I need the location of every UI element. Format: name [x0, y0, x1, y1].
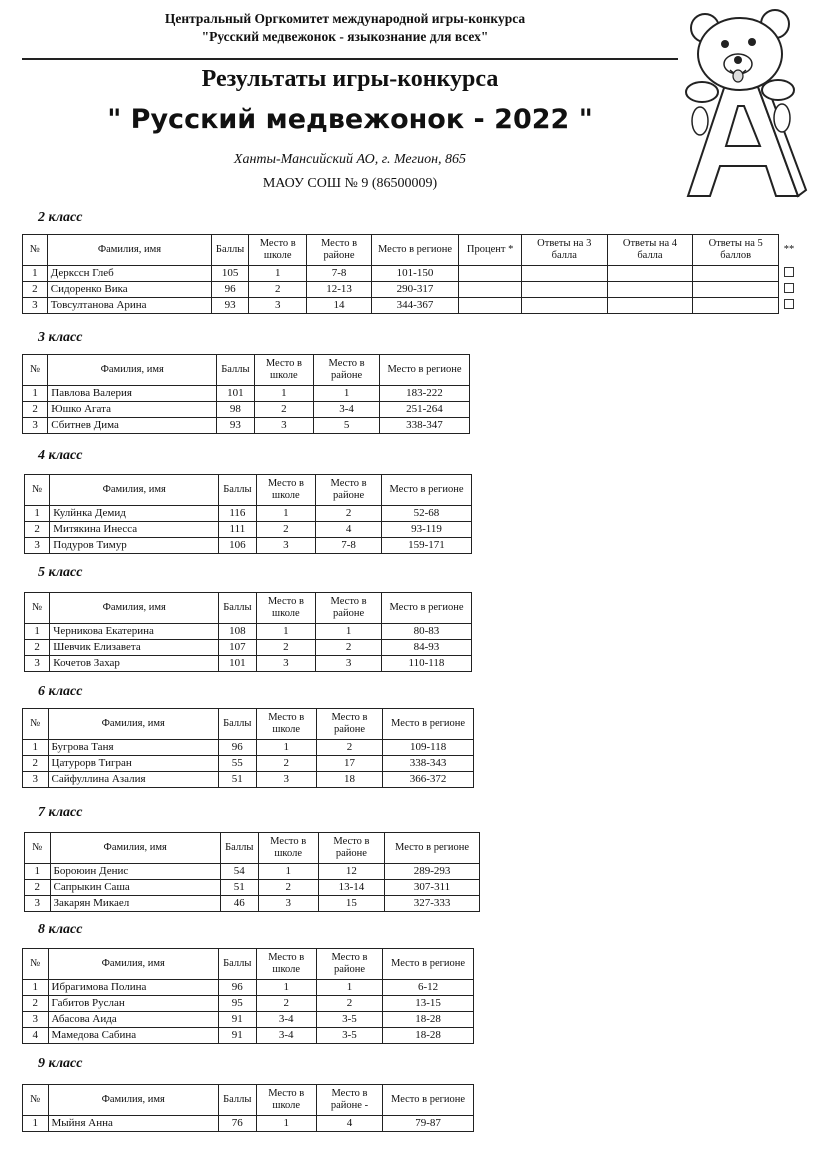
cell-school-place: 1	[254, 386, 314, 402]
cell-name: Кочетов Захар	[50, 656, 219, 672]
cell-region-place: 13-15	[383, 996, 474, 1012]
grade-label: 6 класс	[38, 684, 83, 699]
page-title: Результаты игры-конкурса	[201, 66, 499, 92]
cell-region-place: 338-347	[379, 418, 469, 434]
col-score: Баллы	[218, 709, 256, 740]
cell-school-place: 2	[258, 880, 318, 896]
cell-score: 93	[212, 298, 249, 314]
table-row	[25, 538, 472, 554]
cell-district-place: 14	[307, 298, 371, 314]
cell-name: Цатурорв Тигран	[48, 756, 218, 772]
cell-region-place: 18-28	[383, 1012, 474, 1028]
grade-label: 4 класс	[38, 448, 83, 463]
cell-score: 51	[220, 880, 258, 896]
col-school-place: Место в школе	[256, 949, 316, 980]
cell-score: 91	[218, 1028, 256, 1044]
cell-answers-5	[693, 298, 779, 314]
cell-school-place: 1	[258, 864, 318, 880]
cell-school-place: 2	[256, 522, 316, 538]
cell-name: Подуров Тимур	[50, 538, 219, 554]
organizer-heading	[0, 10, 690, 46]
grade-label: 7 класс	[38, 805, 83, 820]
cell-answers-3	[521, 266, 607, 282]
col-percent: Процент *	[459, 235, 522, 266]
results-table-grade-5	[24, 592, 472, 672]
cell-district-place: 1	[316, 624, 382, 640]
cell-district-place: 7-8	[307, 266, 371, 282]
col-region-place: Место в регионе	[371, 235, 459, 266]
cell-answers-3	[521, 282, 607, 298]
col-school-place: Место в школе	[256, 593, 316, 624]
results-table-grade-6	[22, 708, 474, 788]
table-row	[23, 298, 800, 314]
cell-region-place: 93-119	[381, 522, 471, 538]
col-score: Баллы	[218, 949, 256, 980]
table-row	[23, 772, 474, 788]
cell-score: 101	[217, 386, 254, 402]
col-district-place: Место в районе	[316, 593, 382, 624]
col-district-place: Место в районе	[318, 833, 384, 864]
cell-score: 101	[219, 656, 256, 672]
col-score: Баллы	[219, 475, 256, 506]
cell-score: 106	[219, 538, 256, 554]
col-school-place: Место в школе	[258, 833, 318, 864]
grade-label: 2 класс	[38, 210, 83, 225]
col-num: №	[23, 355, 48, 386]
cell-district-place: 3-5	[316, 1012, 382, 1028]
cell-region-place: 52-68	[381, 506, 471, 522]
cell-name: Бугрова Таня	[48, 740, 218, 756]
cell-name: Сидоренко Вика	[47, 282, 211, 298]
col-region-place: Место в регионе	[383, 709, 474, 740]
cell-name: Павлова Валерия	[48, 386, 217, 402]
col-name: Фамилия, имя	[48, 949, 218, 980]
cell-region-place: 109-118	[383, 740, 474, 756]
col-district-place: Место в районе	[316, 949, 382, 980]
cell-score: 95	[218, 996, 256, 1012]
cell-num: 3	[25, 538, 50, 554]
cell-name: Закарян Микаел	[50, 896, 220, 912]
col-district-place: Место в районе	[307, 235, 371, 266]
table-row	[23, 1012, 474, 1028]
cell-region-place: 79-87	[383, 1116, 474, 1132]
cell-region-place: 80-83	[381, 624, 471, 640]
col-name: Фамилия, имя	[50, 475, 219, 506]
cell-district-place: 2	[316, 640, 382, 656]
col-region-place: Место в регионе	[381, 593, 471, 624]
header-rule	[22, 58, 678, 60]
table-row	[23, 756, 474, 772]
col-answers-5: Ответы на 5 баллов	[693, 235, 779, 266]
cell-school-place: 1	[256, 1116, 316, 1132]
cell-school-place: 2	[256, 756, 316, 772]
bear-logo-icon	[680, 6, 810, 201]
cell-school-place: 1	[249, 266, 307, 282]
cell-score: 96	[212, 282, 249, 298]
cell-num: 1	[23, 740, 49, 756]
cell-name: Мыйня Анна	[48, 1116, 218, 1132]
col-score: Баллы	[220, 833, 258, 864]
cell-school-place: 2	[254, 402, 314, 418]
results-table-grade-4	[24, 474, 472, 554]
cell-answers-4	[607, 282, 693, 298]
cell-district-place: 12-13	[307, 282, 371, 298]
cell-district-place: 2	[316, 996, 382, 1012]
cell-num: 2	[25, 522, 50, 538]
cell-district-place: 2	[316, 740, 382, 756]
cell-name: Деркссн Глеб	[47, 266, 211, 282]
cell-answers-4	[607, 298, 693, 314]
cell-num: 2	[25, 880, 51, 896]
cell-school-place: 2	[256, 640, 316, 656]
table-row	[23, 980, 474, 996]
col-num: №	[23, 1085, 49, 1116]
cell-school-place: 3	[254, 418, 314, 434]
results-table-grade-2	[22, 234, 800, 314]
col-answers-4: Ответы на 4 балла	[607, 235, 693, 266]
col-name: Фамилия, имя	[48, 709, 218, 740]
table-row	[25, 522, 472, 538]
cell-score: 54	[220, 864, 258, 880]
cell-name: Шевчик Елизавета	[50, 640, 219, 656]
cell-num: 2	[23, 282, 48, 298]
col-region-place: Место в регионе	[383, 1085, 474, 1116]
cell-school-place: 3	[258, 896, 318, 912]
cell-num: 1	[23, 1116, 49, 1132]
cell-name: Ибрагимова Полина	[48, 980, 218, 996]
results-table-grade-9	[22, 1084, 474, 1132]
cell-district-place: 3-5	[316, 1028, 382, 1044]
cell-num: 3	[23, 772, 49, 788]
col-num: №	[25, 593, 50, 624]
cell-name: Митякина Инесса	[50, 522, 219, 538]
table-row	[23, 1028, 474, 1044]
row-checkbox[interactable]	[779, 282, 800, 298]
cell-region-place: 327-333	[385, 896, 480, 912]
cell-num: 3	[23, 418, 48, 434]
cell-school-place: 3	[256, 656, 316, 672]
cell-name: Черникова Екатерина	[50, 624, 219, 640]
cell-region-place: 110-118	[381, 656, 471, 672]
cell-district-place: 12	[318, 864, 384, 880]
results-table-grade-3	[22, 354, 470, 434]
cell-district-place: 7-8	[316, 538, 382, 554]
cell-district-place: 1	[314, 386, 380, 402]
col-score: Баллы	[218, 1085, 256, 1116]
cell-name: Сбитнев Дима	[48, 418, 217, 434]
cell-name: Сапрыкин Саша	[50, 880, 220, 896]
cell-district-place: 4	[316, 522, 382, 538]
col-region-place: Место в регионе	[385, 833, 480, 864]
table-row	[23, 402, 470, 418]
cell-name: Сайфуллина Азалия	[48, 772, 218, 788]
cell-district-place: 18	[316, 772, 382, 788]
cell-region-place: 344-367	[371, 298, 459, 314]
cell-num: 1	[23, 266, 48, 282]
cell-district-place: 4	[316, 1116, 382, 1132]
col-score: Баллы	[217, 355, 254, 386]
cell-name: Юшко Агата	[48, 402, 217, 418]
cell-score: 108	[219, 624, 256, 640]
table-row	[23, 266, 800, 282]
cell-district-place: 15	[318, 896, 384, 912]
cell-score: 116	[219, 506, 256, 522]
col-num: №	[25, 475, 50, 506]
col-name: Фамилия, имя	[47, 235, 211, 266]
table-row	[25, 506, 472, 522]
cell-district-place: 2	[316, 506, 382, 522]
table-row	[23, 740, 474, 756]
col-district-place: Место в районе	[316, 475, 382, 506]
cell-score: 111	[219, 522, 256, 538]
col-school-place: Место в школе	[256, 709, 316, 740]
cell-region-place: 307-311	[385, 880, 480, 896]
cell-region-place: 18-28	[383, 1028, 474, 1044]
checkbox-icon	[784, 299, 794, 309]
table-row	[25, 656, 472, 672]
cell-num: 2	[23, 756, 49, 772]
contest-subtitle: " Русский медвежонок - 2022 "	[107, 104, 593, 135]
cell-region-place: 183-222	[379, 386, 469, 402]
cell-score: 46	[220, 896, 258, 912]
col-answers-3: Ответы на 3 балла	[521, 235, 607, 266]
cell-num: 3	[23, 1012, 49, 1028]
cell-score: 91	[218, 1012, 256, 1028]
cell-school-place: 3-4	[256, 1028, 316, 1044]
region-location: Ханты-Мансийский АО, г. Мегион, 865	[233, 152, 467, 167]
col-name: Фамилия, имя	[48, 355, 217, 386]
checkbox-icon	[784, 267, 794, 277]
col-school-place: Место в школе	[254, 355, 314, 386]
cell-name: Товсултанова Арина	[47, 298, 211, 314]
cell-district-place: 1	[316, 980, 382, 996]
cell-school-place: 3	[249, 298, 307, 314]
col-school-place: Место в школе	[256, 475, 316, 506]
checkbox-icon	[784, 283, 794, 293]
cell-district-place: 5	[314, 418, 380, 434]
col-school-place: Место в школе	[256, 1085, 316, 1116]
table-row	[23, 996, 474, 1012]
cell-region-place: 366-372	[383, 772, 474, 788]
cell-num: 1	[25, 864, 51, 880]
cell-num: 4	[23, 1028, 49, 1044]
cell-school-place: 3-4	[256, 1012, 316, 1028]
cell-num: 2	[23, 402, 48, 418]
cell-school-place: 2	[249, 282, 307, 298]
cell-num: 3	[23, 298, 48, 314]
results-table-grade-8	[22, 948, 474, 1044]
cell-name: Бороюин Денис	[50, 864, 220, 880]
cell-school-place: 3	[256, 772, 316, 788]
cell-school-place: 1	[256, 980, 316, 996]
cell-percent	[459, 298, 522, 314]
col-district-place: Место в районе -	[316, 1085, 382, 1116]
cell-percent	[459, 282, 522, 298]
cell-region-place: 289-293	[385, 864, 480, 880]
table-row	[23, 282, 800, 298]
table-row	[25, 624, 472, 640]
cell-num: 1	[25, 506, 50, 522]
results-table-grade-7	[24, 832, 480, 912]
cell-region-place: 338-343	[383, 756, 474, 772]
cell-score: 51	[218, 772, 256, 788]
col-score: Баллы	[212, 235, 249, 266]
col-district-place: Место в районе	[316, 709, 382, 740]
cell-school-place: 3	[256, 538, 316, 554]
table-row	[25, 896, 480, 912]
cell-region-place: 251-264	[379, 402, 469, 418]
col-district-place: Место в районе	[314, 355, 380, 386]
col-name: Фамилия, имя	[48, 1085, 218, 1116]
cell-score: 76	[218, 1116, 256, 1132]
cell-district-place: 17	[316, 756, 382, 772]
table-row	[25, 864, 480, 880]
table-row	[23, 386, 470, 402]
cell-region-place: 84-93	[381, 640, 471, 656]
cell-num: 1	[23, 386, 48, 402]
cell-score: 96	[218, 740, 256, 756]
grade-label: 8 класс	[38, 922, 83, 937]
cell-name: Мамедова Сабина	[48, 1028, 218, 1044]
col-name: Фамилия, имя	[50, 833, 220, 864]
school-code: МАОУ СОШ № 9 (86500009)	[262, 176, 438, 191]
cell-answers-3	[521, 298, 607, 314]
cell-district-place: 3-4	[314, 402, 380, 418]
organizer-line-2: "Русский медвежонок - языкознание для всех"	[201, 29, 489, 44]
table-row	[23, 1116, 474, 1132]
table-row	[23, 418, 470, 434]
cell-school-place: 2	[256, 996, 316, 1012]
cell-district-place: 3	[316, 656, 382, 672]
col-name: Фамилия, имя	[50, 593, 219, 624]
cell-region-place: 159-171	[381, 538, 471, 554]
cell-score: 107	[219, 640, 256, 656]
cell-answers-4	[607, 266, 693, 282]
cell-answers-5	[693, 282, 779, 298]
cell-num: 1	[25, 624, 50, 640]
col-region-place: Место в регионе	[383, 949, 474, 980]
col-num: №	[23, 949, 49, 980]
cell-name: Кулйнка Демид	[50, 506, 219, 522]
col-school-place: Место в школе	[249, 235, 307, 266]
organizer-line-1: Центральный Оргкомитет международной игры-конкурса	[164, 11, 526, 26]
row-checkbox[interactable]	[779, 298, 800, 314]
cell-school-place: 1	[256, 624, 316, 640]
cell-region-place: 101-150	[371, 266, 459, 282]
cell-score: 105	[212, 266, 249, 282]
col-num: №	[25, 833, 51, 864]
cell-score: 93	[217, 418, 254, 434]
cell-name: Абасова Аида	[48, 1012, 218, 1028]
cell-region-place: 6-12	[383, 980, 474, 996]
row-checkbox[interactable]	[779, 266, 800, 282]
grade-label: 9 класс	[38, 1056, 83, 1071]
col-num: №	[23, 709, 49, 740]
table-row	[25, 640, 472, 656]
grade-label: 5 класс	[38, 565, 83, 580]
cell-answers-5	[693, 266, 779, 282]
cell-score: 55	[218, 756, 256, 772]
grade-label: 3 класс	[38, 330, 83, 345]
cell-num: 1	[23, 980, 49, 996]
col-region-place: Место в регионе	[381, 475, 471, 506]
cell-name: Габитов Руслан	[48, 996, 218, 1012]
cell-school-place: 1	[256, 740, 316, 756]
col-score: Баллы	[219, 593, 256, 624]
cell-district-place: 13-14	[318, 880, 384, 896]
cell-region-place: 290-317	[371, 282, 459, 298]
col-extra: **	[783, 244, 795, 255]
cell-score: 98	[217, 402, 254, 418]
cell-num: 3	[25, 896, 51, 912]
cell-num: 2	[25, 640, 50, 656]
cell-percent	[459, 266, 522, 282]
cell-num: 2	[23, 996, 49, 1012]
table-row	[25, 880, 480, 896]
cell-school-place: 1	[256, 506, 316, 522]
cell-score: 96	[218, 980, 256, 996]
col-region-place: Место в регионе	[379, 355, 469, 386]
cell-num: 3	[25, 656, 50, 672]
col-num: №	[23, 235, 48, 266]
